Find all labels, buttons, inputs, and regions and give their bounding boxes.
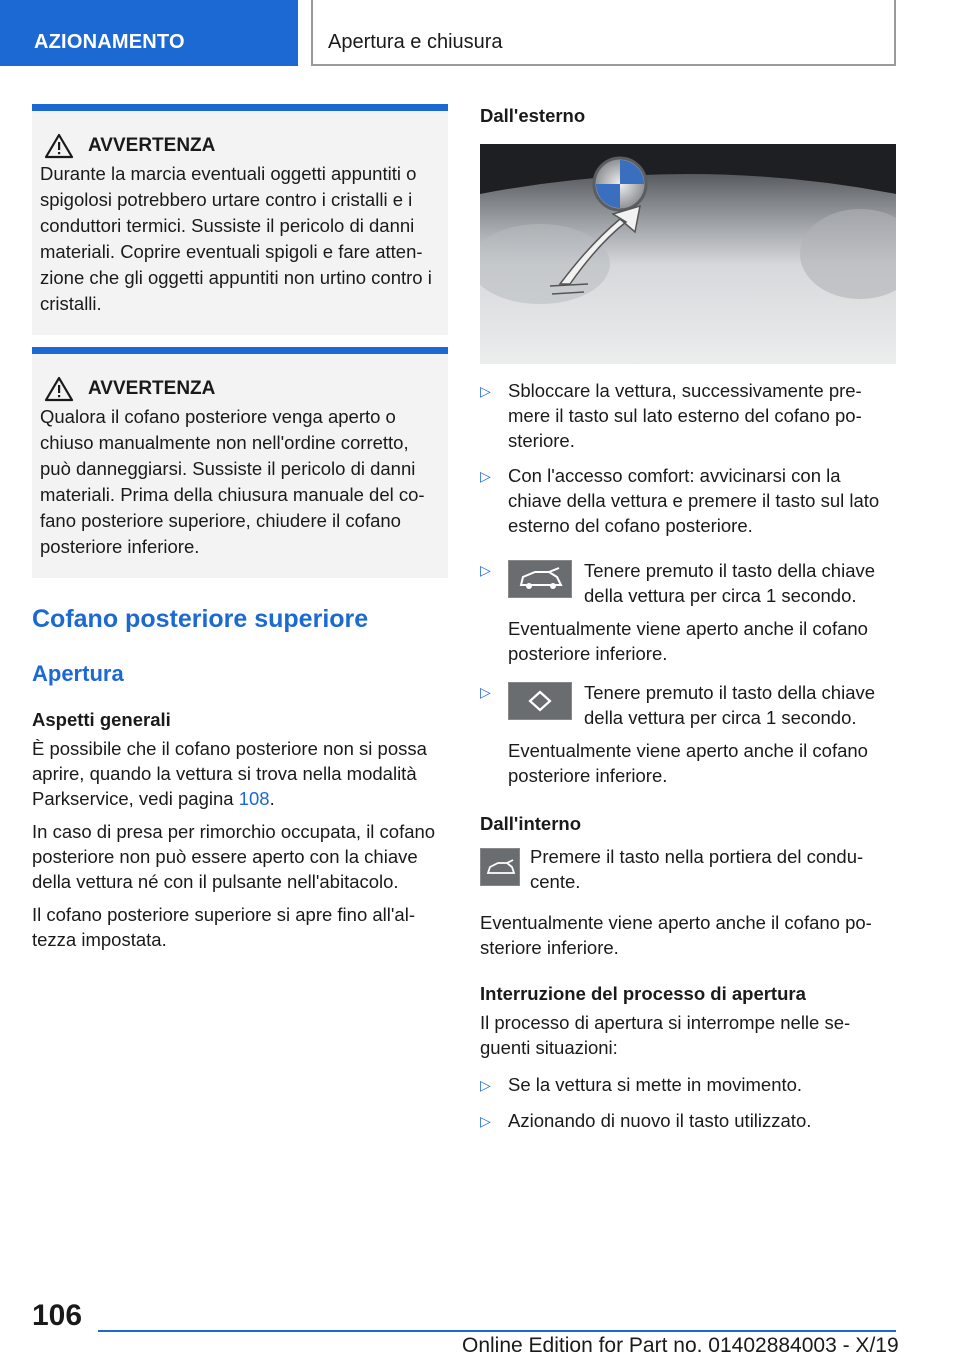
bullet-triangle-icon: ▷ <box>480 562 491 578</box>
diamond-key-icon <box>508 682 572 720</box>
chapter-title: Apertura e chiusura <box>311 0 896 66</box>
bullet-triangle-icon: ▷ <box>480 383 491 399</box>
door-trunk-button-icon <box>480 848 520 886</box>
key-instruction: Tenere premuto il tasto della chiave della vettura per circa 1 secondo. <box>584 560 876 606</box>
paragraph <box>32 736 448 811</box>
bullet-triangle-icon: ▷ <box>480 468 491 484</box>
bullet-list <box>480 1072 896 1134</box>
key-instruction: Tenere premuto il tasto della chiave della vettura per circa 1 secondo. <box>584 682 876 728</box>
paragraph-text: È possibile che il cofano posteriore non si possa aprire, quando la vettura si trova nella modalità Parkservice, vedi pagina <box>32 738 427 809</box>
warning-triangle-icon <box>44 133 74 159</box>
key-note: Eventualmente viene aperto anche il cofano posteriore inferiore. <box>508 618 868 664</box>
list-item-text: Se la vettura si mette in movimento. <box>508 1074 803 1095</box>
section-tab: AZIONAMENTO <box>0 0 298 66</box>
list-item <box>480 680 896 788</box>
bullet-triangle-icon: ▷ <box>480 1077 491 1093</box>
list-item <box>480 463 896 538</box>
topic-heading: Aspetti generali <box>32 709 171 730</box>
list-item-text: Sbloccare la vettura, successivamente pre‐mere il tasto sul lato esterno del cofano po‐steriore. <box>508 380 862 451</box>
bullet-triangle-icon: ▷ <box>480 684 491 700</box>
list-item-text: Con l'accesso comfort: avvicinarsi con la chiave della vettura e premere il tasto sul lato esterno del cofano posteriore. <box>508 465 880 536</box>
warning-title: AVVERTENZA <box>88 135 216 156</box>
topic-heading: Dall'esterno <box>480 105 586 126</box>
list-item <box>480 1108 896 1134</box>
page-link[interactable]: 108 <box>238 788 270 809</box>
topic-heading: Interruzione del processo di apertura <box>480 983 806 1004</box>
page-number: 106 <box>32 1299 83 1332</box>
key-note: Eventualmente viene aperto anche il cofano posteriore inferiore. <box>508 740 868 786</box>
edition-note: Online Edition for Part no. 01402884003 - X/19 <box>462 1334 899 1357</box>
inside-text: Premere il tasto nella portiera del condu‐cente. <box>530 846 864 892</box>
warning-heading <box>40 133 440 159</box>
section-heading: Cofano posteriore superiore <box>32 605 369 633</box>
warning-text: Qualora il cofano posteriore venga aperto o chiuso manualmente non nell'ordine corretto, può danneggiarsi. Sussiste il pericolo di danni materiali. Prima della chiusura manuale del co‐fano posteriore superiore, chiudere il cofano posteriore inferiore. <box>40 406 425 557</box>
list-item-text: Azionando di nuovo il tasto utilizzato. <box>508 1110 812 1131</box>
topic-heading: Dall'interno <box>480 813 582 834</box>
subsection-heading: Apertura <box>32 661 124 686</box>
trunk-button-photo <box>480 144 896 364</box>
warning-text: Durante la marcia eventuali oggetti appuntiti o spigolosi potrebbero urtare contro i cristalli e i conduttori termici. Sussiste il pericolo di danni materiali. Coprire eventuali spigoli e fare atten‐zione che gli oggetti appuntiti non urtino contro i cristalli. <box>40 163 432 314</box>
paragraph: In caso di presa per rimorchio occupata, il cofano posteriore non può essere aperto con la chiave della vettura né con il pulsante nell'abitacolo. <box>32 821 436 892</box>
bullet-triangle-icon: ▷ <box>480 1113 491 1129</box>
warning-box <box>32 347 448 578</box>
warning-box <box>32 104 448 335</box>
list-item <box>480 378 896 453</box>
footer-divider <box>98 1330 896 1332</box>
inside-instruction <box>480 844 896 894</box>
left-column <box>32 104 448 952</box>
bullet-list <box>480 378 896 538</box>
warning-heading <box>40 376 440 402</box>
paragraph: Il cofano posteriore superiore si apre fino all'al‐tezza impostata. <box>32 904 415 950</box>
paragraph-text: . <box>269 788 275 809</box>
right-column <box>480 104 896 1144</box>
list-item <box>480 1072 896 1098</box>
paragraph: Eventualmente viene aperto anche il cofano po‐steriore inferiore. <box>480 912 872 958</box>
list-item <box>480 558 896 666</box>
paragraph: Il processo di apertura si interrompe nelle se‐guenti situazioni: <box>480 1012 851 1058</box>
car-trunk-key-icon <box>508 560 572 598</box>
warning-title: AVVERTENZA <box>88 378 216 399</box>
warning-triangle-icon <box>44 376 74 402</box>
